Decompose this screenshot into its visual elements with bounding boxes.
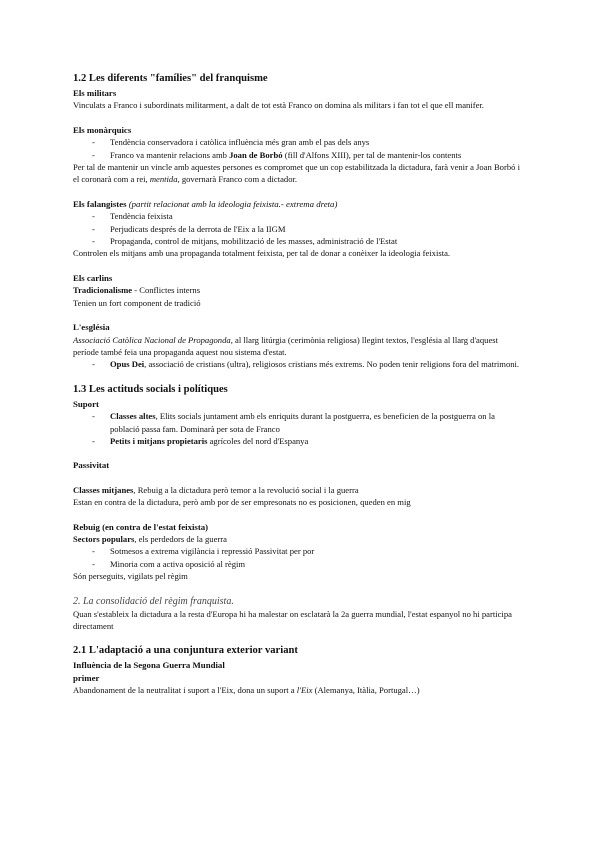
list-item: - Franco va mantenir relacions amb Joan de Borbó (fill d'Alfons XIII), per tal de mantenir-los contents: [92, 149, 462, 160]
list-item: - Propaganda, control de mitjans, mobilització de les masses, administració de l'Estat: [92, 236, 398, 247]
joan-de-borbo: Joan de Borbó: [229, 149, 283, 160]
section-2-1-text: Abandonament de la neutralitat i suport a l'Eix, dona un suport a l'Eix (Alemanya, Itàlia, Portugal…): [73, 685, 420, 696]
militars-text: Vinculats a Franco i subordinats militarment, a dalt de tot està Franco on domina als militars i fan tot el que ell manifer.: [73, 100, 484, 111]
section-2-1-title: 2.1 L'adaptació a una conjuntura exterior variant: [73, 645, 298, 657]
monarquics-list: [73, 136, 523, 161]
monarquics-text: Per tal de mantenir un vincle amb aquestes persones es compromet que un cop estabilitzada la dictadura, farà venir a Joan Borbó i el coronarà com a rei, mentida, governarà Franco com a dictador.: [73, 162, 520, 185]
list-item: - Sotmesos a extrema vigilància i repressió Passivitat per por: [92, 546, 315, 557]
passivitat-line-2: Estan en contra de la dictadura, però amb por de ser empresonats no es posicionen, queden en mig: [73, 497, 411, 508]
section-1-3-title: 1.3 Les actituds socials i polítiques: [73, 383, 228, 395]
bullet-dash: -: [92, 236, 95, 247]
militars-heading: Els militars: [73, 88, 117, 98]
falangistes-text: Controlen els mitjans amb una propaganda totalment feixista, per tal de donar a conèixer la ideologia feixista.: [73, 248, 451, 259]
section-2-1-primer: primer: [73, 672, 100, 683]
rebuig-line-2: Són perseguits, vigilats pel règim: [73, 571, 188, 582]
list-item: - Minoria com a activa oposició al règim: [92, 558, 246, 569]
suport-list: [73, 410, 523, 447]
esglesia-heading: L'església: [73, 322, 110, 333]
list-item: - Tendència conservadora i catòlica influència més gran amb el pas dels anys: [92, 137, 370, 148]
rebuig-heading: Rebuig (en contra de l'estat feixista): [73, 521, 209, 532]
carlins-line-2: Tenien un fort component de tradició: [73, 297, 201, 308]
falangistes-list: [73, 210, 523, 247]
carlins-line-1: Tradicionalisme - Conflictes interns: [73, 285, 201, 296]
list-item: - Petits i mitjans propietaris agrícoles del nord d'Espanya: [92, 435, 309, 446]
bullet-dash: -: [92, 558, 95, 569]
bullet-dash: -: [92, 359, 95, 370]
passivitat-heading: Passivitat: [73, 460, 110, 471]
section-2-text: Quan s'estableix la dictadura a la resta d'Europa hi ha malestar on esclatarà la 2a guerra mundial, l'estat espanyol no hi participa directament: [73, 608, 512, 631]
section-1-2-title: 1.2 Les diferents "famílies" del franquisme: [73, 73, 268, 84]
falangistes-heading: Els falangistes (partit relacionat amb la ideologia feixista.- extrema dreta): [73, 198, 338, 209]
passivitat-line-1: Classes mitjanes, Rebuig a la dictadura però temor a la revolució social i la guerra: [73, 484, 359, 495]
document-page: [73, 72, 523, 697]
monarquics-heading: Els monàrquics: [73, 124, 132, 135]
bullet-dash: -: [92, 546, 95, 557]
bullet-dash: -: [92, 411, 95, 422]
suport-heading: Suport: [73, 398, 99, 409]
esglesia-text: Associació Catòlica Nacional de Propagonda, al llarg litúrgia (cerimònia religiosa) llegint textos, l'església al llarg d'aquest període també feia una propaganda aquest nou sistema d'estat.: [73, 334, 498, 357]
esglesia-list: [73, 358, 523, 370]
list-item: - Perjudicats després de la derrota de l'Eix a la IIGM: [92, 223, 286, 234]
bullet-dash: -: [92, 137, 95, 148]
list-item: - Classes altes, Elits socials juntament amb els enriquits durant la postguerra, es beneficien de la postguerra on la població passa fam. Dominarà per sota de Franco: [92, 411, 495, 434]
rebuig-line-1: Sectors populars, els perdedors de la guerra: [73, 533, 227, 544]
section-2-title: 2. La consolidació del règim franquista.: [73, 595, 234, 607]
rebuig-list: [73, 545, 523, 570]
bullet-dash: -: [92, 211, 95, 222]
carlins-heading: Els carlins: [73, 272, 113, 283]
bullet-dash: -: [92, 149, 95, 160]
section-2-1-subheading: Influència de la Segona Guerra Mundial: [73, 660, 225, 671]
list-item: - Opus Dei, associació de cristians (ultra), religiosos cristians més extrems. No poden tenir religions fora del matrimoni.: [92, 359, 520, 370]
bullet-dash: -: [92, 223, 95, 234]
bullet-dash: -: [92, 435, 95, 446]
list-item: - Tendència feixista: [92, 211, 173, 222]
